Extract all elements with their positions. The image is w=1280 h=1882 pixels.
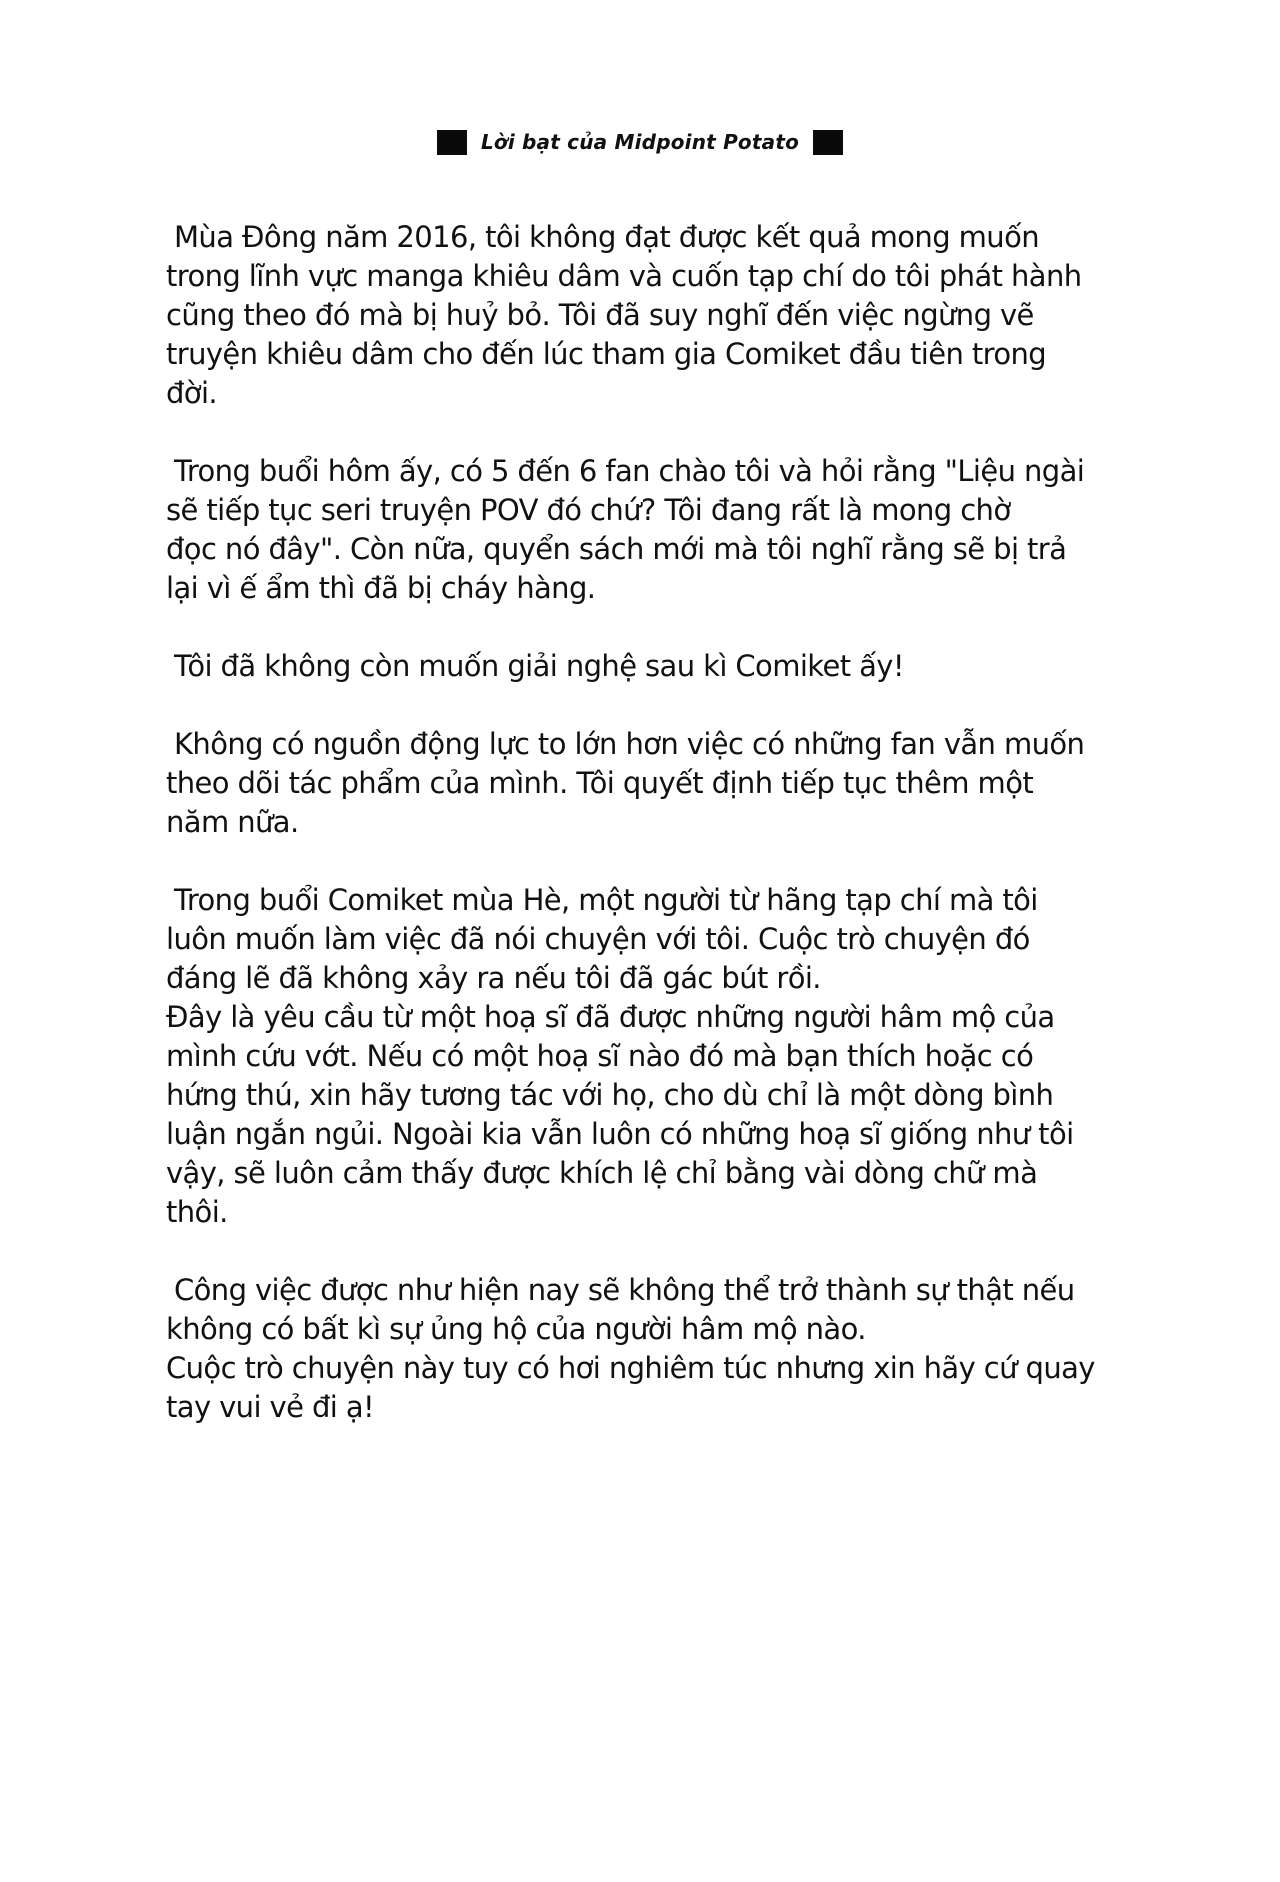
text-line: Mùa Đông năm 2016, tôi không đạt được kết quả mong muốn xyxy=(174,220,1039,254)
afterword-heading xyxy=(0,128,1280,156)
text-line: Không có nguồn động lực to lớn hơn việc có những fan vẫn muốn xyxy=(174,727,1085,761)
text-line: đời. xyxy=(166,376,218,410)
text-line: đáng lẽ đã không xảy ra nếu tôi đã gác bút rồi. xyxy=(166,961,821,995)
text-line: trong lĩnh vực manga khiêu dâm và cuốn tạp chí do tôi phát hành xyxy=(166,259,1082,293)
text-line: thôi. xyxy=(166,1195,228,1229)
text-line: mình cứu vớt. Nếu có một hoạ sĩ nào đó mà bạn thích hoặc có xyxy=(166,1039,1034,1073)
text-line: tay vui vẻ đi ạ! xyxy=(166,1390,375,1424)
text-line: Trong buổi hôm ấy, có 5 đến 6 fan chào tôi và hỏi rằng "Liệu ngài xyxy=(174,454,1085,488)
text-line: không có bất kì sự ủng hộ của người hâm mộ nào. xyxy=(166,1312,866,1346)
text-line: Đây là yêu cầu từ một hoạ sĩ đã được những người hâm mộ của xyxy=(166,1000,1055,1034)
text-line: lại vì ế ẩm thì đã bị cháy hàng. xyxy=(166,571,596,605)
text-line: luận ngắn ngủi. Ngoài kia vẫn luôn có những hoạ sĩ giống như tôi xyxy=(166,1117,1074,1151)
text-line: luôn muốn làm việc đã nói chuyện với tôi. Cuộc trò chuyện đó xyxy=(166,922,1030,956)
text-line: Trong buổi Comiket mùa Hè, một người từ hãng tạp chí mà tôi xyxy=(174,883,1038,917)
text-line: truyện khiêu dâm cho đến lúc tham gia Comiket đầu tiên trong xyxy=(166,337,1047,371)
text-line: Tôi đã không còn muốn giải nghệ sau kì Comiket ấy! xyxy=(174,649,904,683)
text-line: sẽ tiếp tục seri truyện POV đó chứ? Tôi đang rất là mong chờ xyxy=(166,493,1011,527)
text-line: theo dõi tác phẩm của mình. Tôi quyết định tiếp tục thêm một xyxy=(166,766,1034,800)
text-line: cũng theo đó mà bị huỷ bỏ. Tôi đã suy nghĩ đến việc ngừng vẽ xyxy=(166,298,1034,332)
heading-right-block xyxy=(813,130,843,155)
text-line: đọc nó đây". Còn nữa, quyển sách mới mà tôi nghĩ rằng sẽ bị trả xyxy=(166,532,1067,566)
text-line: Công việc được như hiện nay sẽ không thể trở thành sự thật nếu xyxy=(174,1273,1075,1307)
text-line: Cuộc trò chuyện này tuy có hơi nghiêm túc nhưng xin hãy cứ quay xyxy=(166,1351,1095,1385)
text-line: năm nữa. xyxy=(166,805,299,839)
heading-title: Lời bạt của Midpoint Potato xyxy=(480,130,800,154)
heading-left-block xyxy=(437,130,467,155)
text-line: hứng thú, xin hãy tương tác với họ, cho dù chỉ là một dòng bình xyxy=(166,1078,1054,1112)
text-line: vậy, sẽ luôn cảm thấy được khích lệ chỉ bằng vài dòng chữ mà xyxy=(166,1156,1038,1190)
